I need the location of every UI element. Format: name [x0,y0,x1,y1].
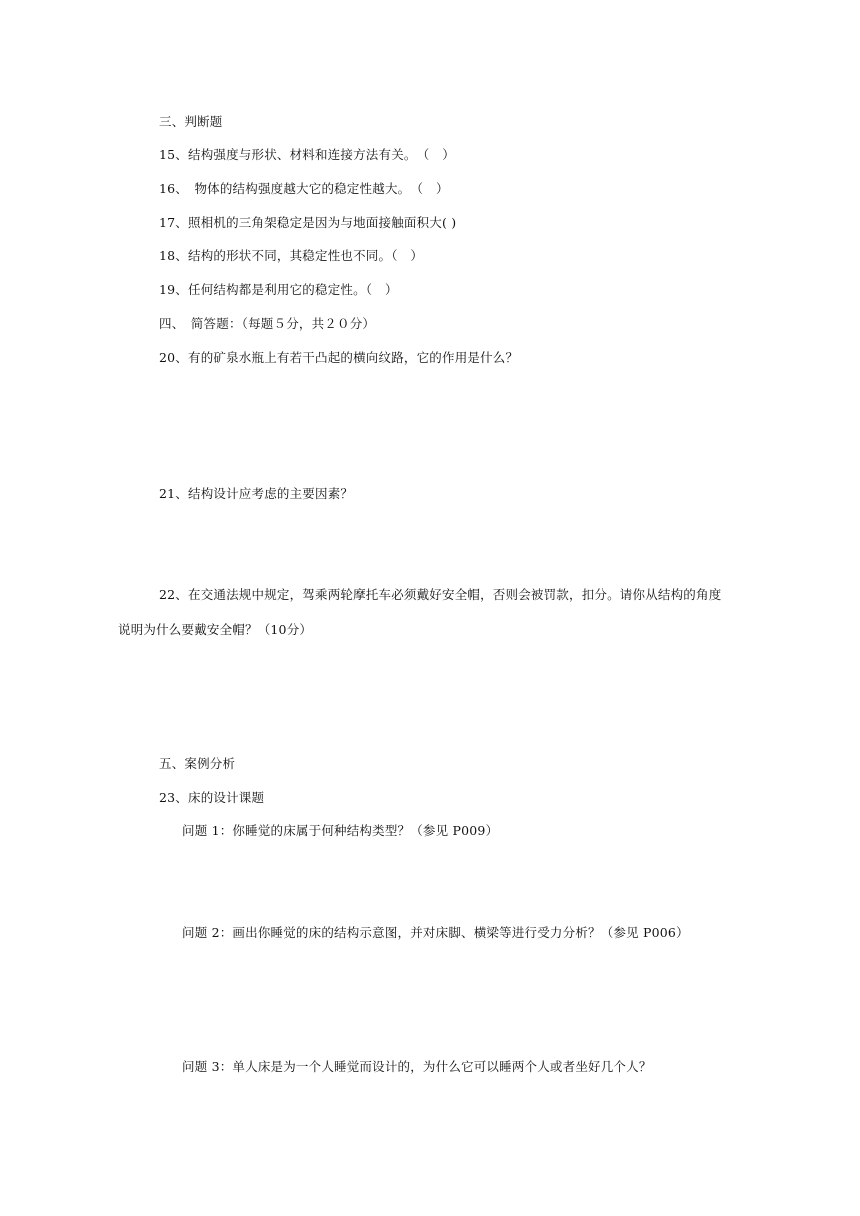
question-22-line-2: 说明为什么要戴安全帽？（10分） [118,622,313,637]
sub-question-2: 问题 2：画出你睡觉的床的结构示意图，并对床脚、横梁等进行受力分析？（参见 P006） [182,925,689,940]
question-17: 17、照相机的三角架稳定是因为与地面接触面积大( ) [159,215,457,230]
section-heading-case-analysis: 五、案例分析 [159,756,236,771]
question-20: 20、有的矿泉水瓶上有若干凸起的横向纹路，它的作用是什么？ [159,350,519,365]
question-19: 19、任何结构都是利用它的稳定性。（ ） [159,282,398,297]
question-22-line-1: 22、在交通法规中规定，驾乘两轮摩托车必须戴好安全帽，否则会被罚款，扣分。请你从结构的角度 [159,587,722,602]
sub-question-3: 问题 3：单人床是为一个人睡觉而设计的，为什么它可以睡两个人或者坐好几个人？ [182,1059,652,1074]
question-23: 23、床的设计课题 [159,790,265,805]
question-21: 21、结构设计应考虑的主要因素？ [159,486,354,501]
section-heading-short-answer: 四、 简答题：（每题５分，共２０分） [159,316,376,331]
question-18: 18、结构的形状不同，其稳定性也不同。（ ） [159,248,424,263]
question-15: 15、结构强度与形状、材料和连接方法有关。 （ ） [159,147,455,162]
question-16: 16、 物体的结构强度越大它的稳定性越大。 （ ） [159,181,449,196]
sub-question-1: 问题 1：你睡觉的床属于何种结构类型？（参见 P009） [182,823,499,838]
section-heading-judgement: 三、判断题 [159,114,223,129]
